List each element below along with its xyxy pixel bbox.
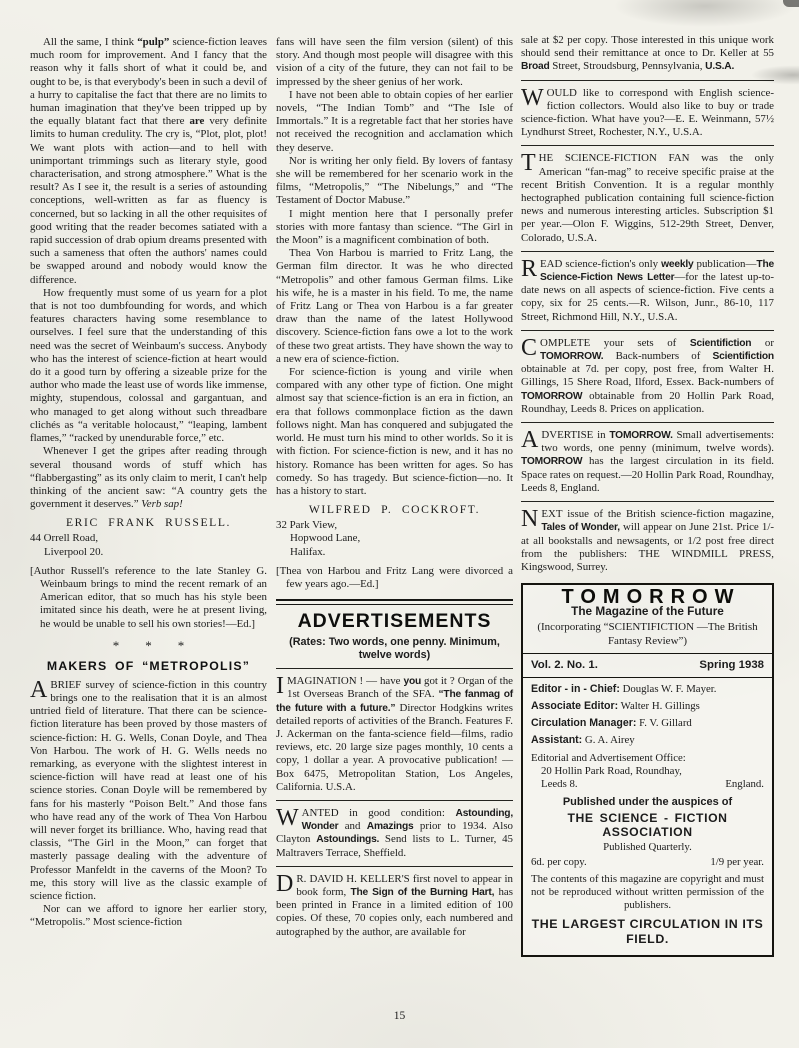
rule (521, 501, 774, 502)
rule (521, 251, 774, 252)
classified-ad-complete-sets (521, 334, 775, 416)
tomorrow-masthead-box (521, 583, 774, 957)
classified-ad-imagination (276, 675, 513, 794)
ad-text: R. DAVID H. KELLER'S first novel to appear in book form, The Sign of the Burning Hart, has been printed in France in a limited edition of 100 copies. Of these, 70 copies only, each numbered and autographed by the author, are available for (276, 872, 513, 938)
ad-text: HE SCIENCE-FICTION FAN was the only American “fan-mag” to receive specific praise at the recent British Convention. It is a regular monthly hectographed publication containing full science-fiction news and numerous interesting articles. Subscription $1 per year.—Olon F. Wiggins, 512-29th Street, Denver, Colorado, U.S.A. (521, 152, 774, 244)
rule (276, 668, 513, 669)
double-rule (276, 599, 513, 605)
article-paragraph: I might mention here that I personally prefer stories with more fantasy than science. “The Girl in the Moon” is a magnificent combination of both. (276, 207, 513, 247)
classified-ad-sf-fan (521, 152, 774, 244)
address-line: Hopwood Lane, (290, 532, 361, 545)
article-paragraph: I have not been able to obtain copies of her earlier novels, “The Indian Tomb” and “The Isle of Immortals.” It is a regretable fact that her stories have not received the recognition and acclamation which they deserve. (276, 88, 513, 154)
office-address (531, 752, 764, 791)
staff-value: G. A. Airey (584, 733, 635, 746)
staff-label: Circulation Manager: (531, 716, 637, 729)
staff-value: Walter H. Gillings (620, 699, 700, 712)
keller-ad-continuation: sale at $2 per copy. Those interested in this unique work should send their remittance at once to Dr. Keller at 55 Broad Street, Stroudsburg, Pennsylvania, U.S.A. (521, 34, 774, 73)
ad-text: OMPLETE your sets of Scientifiction or TOMORROW. Back-numbers of Scientifiction obtainable at 7d. per copy, post free, from Walter H. Gillings, 15 Shere Road, Ilford, Essex. Back-numbers of TOMORROW obtainable from 20 Hollin Park Road, Roundhay, Leeds 8. Prices on application. (521, 336, 775, 415)
classified-ad-tales-of-wonder (521, 508, 774, 574)
drop-cap: T (521, 150, 536, 177)
ad-text: DVERTISE in TOMORROW. Small advertisements: two words, one penny (minimum, twelve words). TOMORROW has the largest circulation in its field. Space rates on request.—20 Hollin Park Road, Roundhay, Leeds 8, England. (521, 429, 774, 494)
staff-value: Douglas W. F. Mayer. (622, 682, 717, 695)
address-line: 44 Orrell Road, (30, 532, 99, 545)
volume-row (531, 659, 764, 672)
metropolis-paragraph-1 (30, 676, 267, 903)
ad-text: EAD science-fiction's only weekly publication—The Science-Fiction News Letter—for the latest up-to-date news on all aspects of science-fiction. Five cents a copy, six for 25 cents.—R. Wilson, Junr., 86-10, 117 Street, Richmond Hill, N.Y., U.S.A. (521, 257, 774, 323)
cockroft-address (276, 519, 513, 559)
ad-text: MAGINATION ! — have you got it ? Organ of the 1st Overseas Branch of the SFA. “The fanmag of the future with a future.” Director Hodgkins writes detailed reports of activities of the Branch. Features F. J. Ackerman on the fanta-science field—films, radio reviews, etc. 20 large size pages monthly, 10 cents a copy, 1 dollar a year. A provocative publication! —Box 6475, Metropolitan Station, Los Angeles, California. U.S.A. (276, 675, 513, 793)
drop-cap: N (521, 506, 539, 533)
classified-ad-advertise (521, 429, 774, 495)
article-paragraph: fans will have seen the film version (silent) of this story. And though most people will disagree with this vision of a city of the future, they can not fail to be impressed by the sheer genius of her work. (276, 36, 513, 88)
staff-associate-editor (531, 700, 764, 713)
russell-paragraph-1: All the same, I think “pulp” science-fiction leaves much room for improvement. And I fancy that the reason why it falls short of what it could be, and ought to be, is that everybody's been in such a devil of a hurry to capitalise the fact that there are no limits to human imagination that they've been tripped up by the equally blatant fact that there are very definite limits to human credulity. The cry is, “Plot, plot, plot! We want plots with action—and to hell with unimportant trimmings such as literary style, good characterisation, and strong atmosphere.” What is the result? As I see it, the result is a series of astounding conceptions, well-written as far as fluency is concerned, but so lacking in all the other requisites of good writing that the reader becomes satiated with a rapid succession of drab opium dreams presented with such a sameness that often the authors' names could be swapped around and nobody would know the difference. (30, 36, 267, 286)
paragraph-text: BRIEF survey of science-fiction in this country brings one to the realisation that it is an almost untried field of literature. That there can be science-fiction literature has been proved by those masters of science-fiction: H. G. Wells, Conan Doyle, and Thea Von Harbou. The work of H. G. Wells needs no remarking, as everyone with the slightest interest in science-fiction will have read at least one of his science stories. Conan Doyle will be remembered by fans for his masterly “Poison Belt.” And those fans who have read any of the work of Thea Von Harbou will never forget its brilliance. Who, having read that classis, “The Girl in the Moon,” can forget that masterly passage dealing with the adventure of Professor Manfeldt in the caverns of the Moon? To me, this story will live as the classic example of science fiction. (30, 678, 267, 902)
editor-note-divorce: [Thea von Harbou and Fritz Lang were divorced a few years ago.—Ed.] (276, 564, 513, 590)
ad-text: EXT issue of the British science-fiction magazine, Tales of Wonder, will appear on June 21st. Price 1/- at all bookstalls and newsagents, or 1/2 post free direct from the publishers: THE WINDMILL PRESS, Kingswood, Surrey. (521, 508, 774, 573)
article-paragraph: For science-fiction is young and virile when compared with any other type of fiction. One might almost say that science-fiction is an era in fiction, an era that follows commonplace fiction as the dawn follows night. Man has conquered and subjugated the world. He must turn his mind to other worlds. So it is with fiction. For science-fiction is new, and it has no history. Romance has been written for ages. So has comedy. So has tragedy. But science-fiction—no. It has a history to start. (276, 366, 513, 497)
column-right (521, 34, 774, 957)
advertisements-heading: ADVERTISEMENTS (297, 610, 492, 633)
staff-value: F. V. Gillard (639, 716, 692, 729)
volume-number: Vol. 2. No. 1. (531, 658, 598, 671)
office-line: Editorial and Advertisement Office: (531, 751, 686, 764)
staff-label: Assistant: (531, 733, 583, 746)
office-city-country (531, 778, 764, 791)
largest-circulation-slogan: THE LARGEST CIRCULATION IN ITS FIELD. (531, 916, 764, 946)
incorporating-line: (Incorporating “SCIENTIFICTION —The British Fantasy Review”) (537, 621, 758, 647)
section-separator: * * * (112, 637, 185, 653)
quarterly-line: Published Quarterly. (603, 840, 692, 853)
drop-cap: W (276, 804, 299, 831)
office-country: England. (725, 777, 764, 790)
drop-cap: D (276, 870, 294, 897)
rule (276, 866, 513, 867)
magazine-subtitle: The Magazine of the Future (571, 604, 724, 619)
drop-cap: R (521, 255, 538, 282)
scan-artifact-corner (783, 0, 799, 7)
classified-ad-wanted (276, 804, 513, 860)
article-paragraph: Thea Von Harbou is married to Fritz Lang, the German film director. It was he who directed “Metropolis” and other famous German films. Like his wife, he is a master in his field. To me, the name of Fritz Lang or Thea von Harbou is a far greater draw than the name of the latest Hollywood discovery. Science-fiction fans owe a lot to the work of these two great artists. They have shown the way to a new era of science-fiction. (276, 247, 513, 365)
address-line: Liverpool 20. (44, 545, 104, 558)
rule (521, 330, 774, 331)
box-rule (523, 677, 772, 678)
editor-note-russell: [Author Russell's reference to the late Stanley G. Weinbaum brings to mind the recent remark of an American editor, that so much has his style been imitated since his death, were he at present living, he would be unable to sell his own stories!—Ed.] (30, 564, 267, 630)
ad-text: OULD like to correspond with English science-fiction collectors. Would also like to buy or trade science-fiction. What have you?—E. E. Weinmann, 57½ Lyndhurst Street, Rochester, N.Y., U.S.A. (521, 86, 774, 139)
advertisement-rates: (Rates: Two words, one penny. Minimum, twelve words) (289, 636, 500, 662)
price-per-copy: 6d. per copy. (531, 855, 587, 868)
drop-cap: W (521, 84, 544, 111)
staff-assistant (531, 734, 764, 747)
cockroft-signature: WILFRED P. COCKROFT. (308, 503, 481, 517)
price-row (531, 856, 764, 869)
classified-ad-newsletter (521, 255, 774, 324)
rule (276, 800, 513, 801)
copyright-notice: The contents of this magazine are copyright and must not be reproduced without written permission of the publishers. (531, 872, 764, 911)
staff-editor-in-chief (531, 683, 764, 696)
staff-circulation-manager (531, 717, 764, 730)
rule (521, 145, 774, 146)
drop-cap: I (276, 673, 284, 700)
drop-cap: A (521, 427, 539, 454)
issue-season: Spring 1938 (699, 658, 764, 671)
address-line: 32 Park View, (276, 519, 338, 532)
staff-label: Editor - in - Chief: (531, 682, 620, 695)
rule (521, 422, 774, 423)
staff-label: Associate Editor: (531, 699, 619, 712)
section-heading-metropolis: MAKERS OF “METROPOLIS” (46, 658, 251, 673)
drop-cap: A (30, 676, 48, 703)
address-line: Halifax. (290, 545, 326, 558)
classified-ad-keller (276, 870, 513, 939)
russell-address (30, 532, 267, 558)
page-number: 15 (393, 1010, 406, 1022)
russell-paragraph-2: How frequently must some of us yearn for a plot that is not too dumbfounding for words, and which features characters having some resemblance to ourselves. I feel sure that the understanding of this need was the secret of Weinbaum's success. Anybody who has the interest of science-fiction at heart would do it a good turn by offering a sizeable prize for the author who made the least use of words like immense, mighty, stupendous, colossal and gargantuan, and who managed to get along without such threadbare clichés as “a veritable holocaust,” “leaping, lambent flames,” “racked by unendurable force,” etc. (30, 286, 267, 445)
auspices-line: Published under the auspices of (562, 795, 733, 808)
association-name: THE SCIENCE - FICTION ASSOCIATION (567, 810, 728, 840)
column-middle (276, 36, 513, 939)
russell-paragraph-3: Whenever I get the gripes after reading through several thousand words of stuff which has “flabbergasting” as its only claim to merit, I can't help thinking of the ancient saw: “A country gets the government it deserves.” Verb sap! (30, 445, 267, 511)
office-line: 20 Hollin Park Road, Roundhay, (541, 764, 682, 777)
magazine-title: TOMORROW (561, 586, 741, 609)
russell-signature: ERIC FRANK RUSSELL. (65, 516, 232, 530)
box-rule (523, 653, 772, 654)
column-left (30, 36, 267, 930)
rule (521, 80, 774, 81)
office-city: Leeds 8. (541, 777, 578, 790)
classified-ad-correspond (521, 84, 774, 140)
price-per-year: 1/9 per year. (710, 855, 764, 868)
ad-text: ANTED in good condition: Astounding, Wonder and Amazings prior to 1934. Also Clayton Astoundings. Send lists to L. Turner, 45 Maltravers Terrace, Sheffield. (276, 806, 513, 859)
metropolis-paragraph-2: Nor can we afford to ignore her earlier story, “Metropolis.” Most science-fiction (30, 903, 267, 929)
drop-cap: C (521, 334, 538, 361)
article-paragraph: Nor is writing her only field. By lovers of fantasy she will be remembered for her scenario work in the films, “Metropolis,” “The Nibelungs,” and “The Testament of Doctor Mabuse.” (276, 154, 513, 207)
